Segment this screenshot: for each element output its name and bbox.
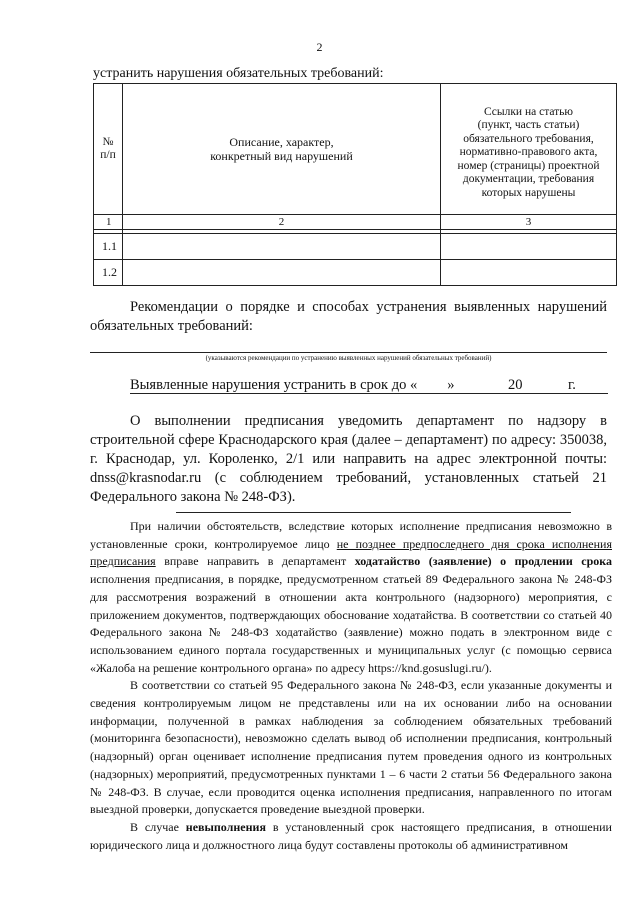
header-num-line: п/п xyxy=(100,149,116,161)
intro-text: устранить нарушения обязательных требований: xyxy=(93,66,384,81)
deadline-year-suffix: г. xyxy=(568,377,576,393)
column-number: 3 xyxy=(441,215,617,230)
column-number: 1 xyxy=(94,215,123,230)
violations-table xyxy=(93,83,617,286)
notes-block xyxy=(90,518,612,854)
note-paragraph-2: В соответствии со статьей 95 Федерального закона № 248-ФЗ, если указанные документы и сведения контролируемым лицом не представлены или на их основании либо на основании информации, полученной в рамках наблюдения за соблюдением обязательных требований (мониторинга безопасности), невозможно сделать вывод об исполнении предписания, контрольный (надзорный) орган оценивает исполнение предписания путем проведения одного из контрольных (надзорных) мероприятий, предусмотренных пунктами 1 – 6 части 2 статьи 56 Федерального закона № 248-ФЗ. В случае, если проводится оценка исполнения предписания, направленного по итогам выездной проверки, допускается проведение выездной проверки. xyxy=(90,678,612,817)
recommendations-heading: Рекомендации о порядке и способах устранения выявленных нарушений обязательных требований: xyxy=(90,299,607,334)
header-description-line: конкретный вид нарушений xyxy=(210,149,353,163)
note-paragraph-3 xyxy=(90,819,612,854)
page-number: 2 xyxy=(316,40,323,54)
header-references-line: обязательного требования, xyxy=(463,132,594,145)
note-bold-text: ходатайство (заявление) о продлении срока xyxy=(354,554,613,569)
header-references-line: нормативно-правового акта, xyxy=(459,146,598,159)
header-references-line: которых нарушены xyxy=(481,186,576,199)
deadline-prefix: Выявленные нарушения устранить в срок до « xyxy=(130,377,418,393)
header-references-line: документации, требования xyxy=(462,173,595,186)
recommendations-fill-line xyxy=(90,352,607,353)
deadline-year: 20 xyxy=(508,377,523,393)
header-description-line: Описание, характер, xyxy=(229,135,334,149)
row-number: 1.2 xyxy=(94,260,123,286)
row-number: 1.1 xyxy=(94,234,123,260)
note-text: в установленный срок настоящего предписания, в отношении юридического лица и должностного лица будут составлены протоколы об административном xyxy=(90,819,612,852)
row-description-cell xyxy=(123,260,441,286)
deadline-underline xyxy=(130,393,608,394)
notify-paragraph: О выполнении предписания уведомить департамент по надзору в строительной сфере Краснодарского края (далее – департамент) по адресу: 350038, г. Краснодар, ул. Короленко, 2/1 или направить на адрес электронной почты: dnss@krasnodar.ru (с соблюдением требований, установленных статьей 21 Федерального закона № 248-ФЗ). xyxy=(90,413,607,505)
note-underlined-text: не позднее предпоследнего дня срока исполнения предписания xyxy=(90,536,612,569)
note-text: При наличии обстоятельств, вследствие которых исполнение предписания невозможно в установленные сроки, контролируемое лицо xyxy=(90,519,612,551)
note-paragraph-1 xyxy=(90,518,612,677)
row-reference-cell xyxy=(441,260,617,286)
note-text: вправе направить в департамент xyxy=(155,554,355,569)
table-header-row xyxy=(94,84,617,215)
header-references-line: Ссылки на статью xyxy=(483,105,574,118)
column-number-row xyxy=(94,215,617,230)
deadline-quote-close: » xyxy=(447,377,455,393)
table-row xyxy=(94,234,617,260)
header-num xyxy=(94,84,123,215)
separator-line xyxy=(176,512,571,513)
header-references-line: номер (страницы) проектной xyxy=(457,159,600,172)
table-row xyxy=(94,260,617,286)
header-num-line: № xyxy=(102,135,114,148)
header-description xyxy=(123,84,441,215)
note-text: В случае xyxy=(130,819,186,834)
header-references-line: (пункт, часть статьи) xyxy=(477,119,580,132)
header-references xyxy=(441,84,617,215)
note-bold-text: невыполнения xyxy=(185,819,266,834)
note-text: исполнения предписания, в порядке, предусмотренном статьей 89 Федерального закона № 248-ФЗ для рассмотрения возражений в отношении акта контрольного (надзорного) мероприятия, с приложением документов, подтверждающих обоснование ходатайства. В соответствии со статьей 40 Федерального закона № 248-ФЗ ходатайство (заявление) можно подать в электронном виде с использованием единого портала государственных и муниципальных услуг (с помощью сервиса «Жалоба на решение контрольного органа» по адресу https://knd.gosuslugi.ru/). xyxy=(90,572,612,675)
recommendations-hint: (указываются рекомендации по устранению выявленных нарушений обязательных требований) xyxy=(205,354,492,362)
row-description-cell xyxy=(123,234,441,260)
row-reference-cell xyxy=(441,234,617,260)
column-number: 2 xyxy=(123,215,441,230)
